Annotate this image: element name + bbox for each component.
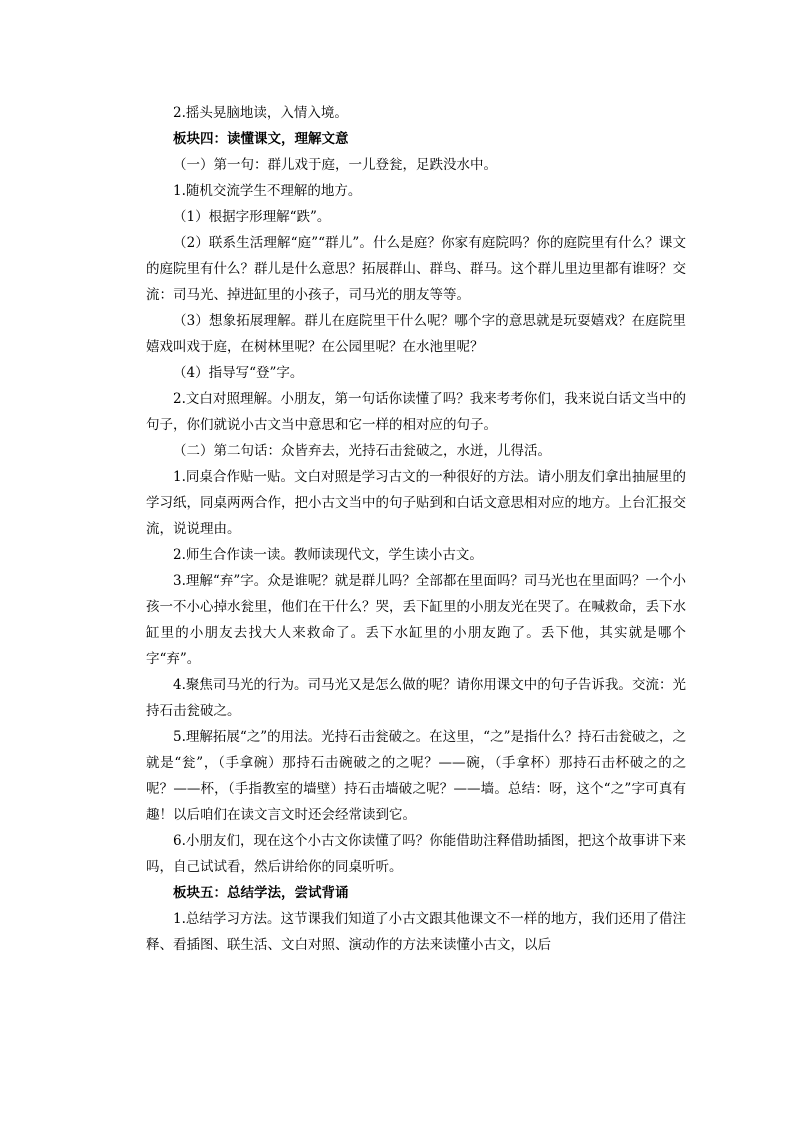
paragraph-3: （一）第一句：群儿戏于庭，一儿登瓮，足跌没水中。 [173,157,497,173]
paragraph-8: （4）指导写“登”字。 [173,365,304,381]
paragraph-18: 1.总结学习方法。这节课我们知道了小古文跟其他课文不一样的地方，我们还用了借注释、看插图、联生活、文白对照、演动作的方法来读懂小古文，以后 [146,911,686,953]
section-heading-4: 板块四：读懂课文，理解文意 [173,131,349,147]
paragraph-5: （1）根据字形理解“跌”。 [173,209,331,225]
paragraph-13: 3.理解“弃”字。众是谁呢？就是群儿吗？全部都在里面吗？司马光也在里面吗？一个小孩一不小心掉水瓮里，他们在干什么？哭，丢下缸里的小朋友光在哭了。在喊救命，丢下水缸里的小朋友去找大人来救命了。丢下水缸里的小朋友跑了。丢下他，其实就是哪个字“弃”。 [146,573,686,667]
paragraph-6: （2）联系生活理解“庭”“群儿”。什么是庭？你家有庭院吗？你的庭院里有什么？课文的庭院里有什么？群儿是什么意思？拓展群山、群鸟、群马。这个群儿里边里都有谁呀？交流：司马光、掉进缸里的小孩子，司马光的朋友等等。 [146,235,686,303]
paragraph-9: 2.文白对照理解。小朋友，第一句话你读懂了吗？我来考考你们，我来说白话文当中的句子，你们就说小古文当中意思和它一样的相对应的句子。 [146,391,686,433]
paragraph-10: （二）第二句话：众皆弃去，光持石击瓮破之，水迸，儿得活。 [173,443,551,459]
paragraph-12: 2.师生合作读一读。教师读现代文，学生读小古文。 [173,547,483,563]
paragraph-14: 4.聚焦司马光的行为。司马光又是怎么做的呢？请你用课文中的句子告诉我。交流：光持石击瓮破之。 [146,677,686,719]
paragraph-16: 6.小朋友们，现在这个小古文你读懂了吗？你能借助注释借助插图，把这个故事讲下来吗，自己试试看，然后讲给你的同桌听听。 [146,833,686,875]
section-heading-5: 板块五：总结学法，尝试背诵 [173,885,349,901]
document-page [146,100,686,958]
paragraph-11: 1.同桌合作贴一贴。文白对照是学习古文的一种很好的方法。请小朋友们拿出抽屉里的学习纸，同桌两两合作，把小古文当中的句子贴到和白话文意思相对应的地方。上台汇报交流，说说理由。 [146,469,686,537]
paragraph-7: （3）想象拓展理解。群儿在庭院里干什么呢？哪个字的意思就是玩耍嬉戏？在庭院里嬉戏叫戏于庭，在树林里呢？在公园里呢？在水池里呢？ [146,313,686,355]
paragraph-15: 5.理解拓展“之”的用法。光持石击瓮破之。在这里，“之”是指什么？持石击瓮破之，之就是“瓮”，（手拿碗）那持石击碗破之的之呢？——碗，（手拿杯）那持石击杯破之的之呢？——杯，（手指教室的墙壁）持石击墙破之呢？——墙。总结：呀，这个“之”字可真有趣！以后咱们在读文言文时还会经常读到它。 [146,729,686,823]
paragraph-4: 1.随机交流学生不理解的地方。 [173,183,362,199]
paragraph-1: 2.摇头晃脑地读，入情入境。 [173,105,348,121]
